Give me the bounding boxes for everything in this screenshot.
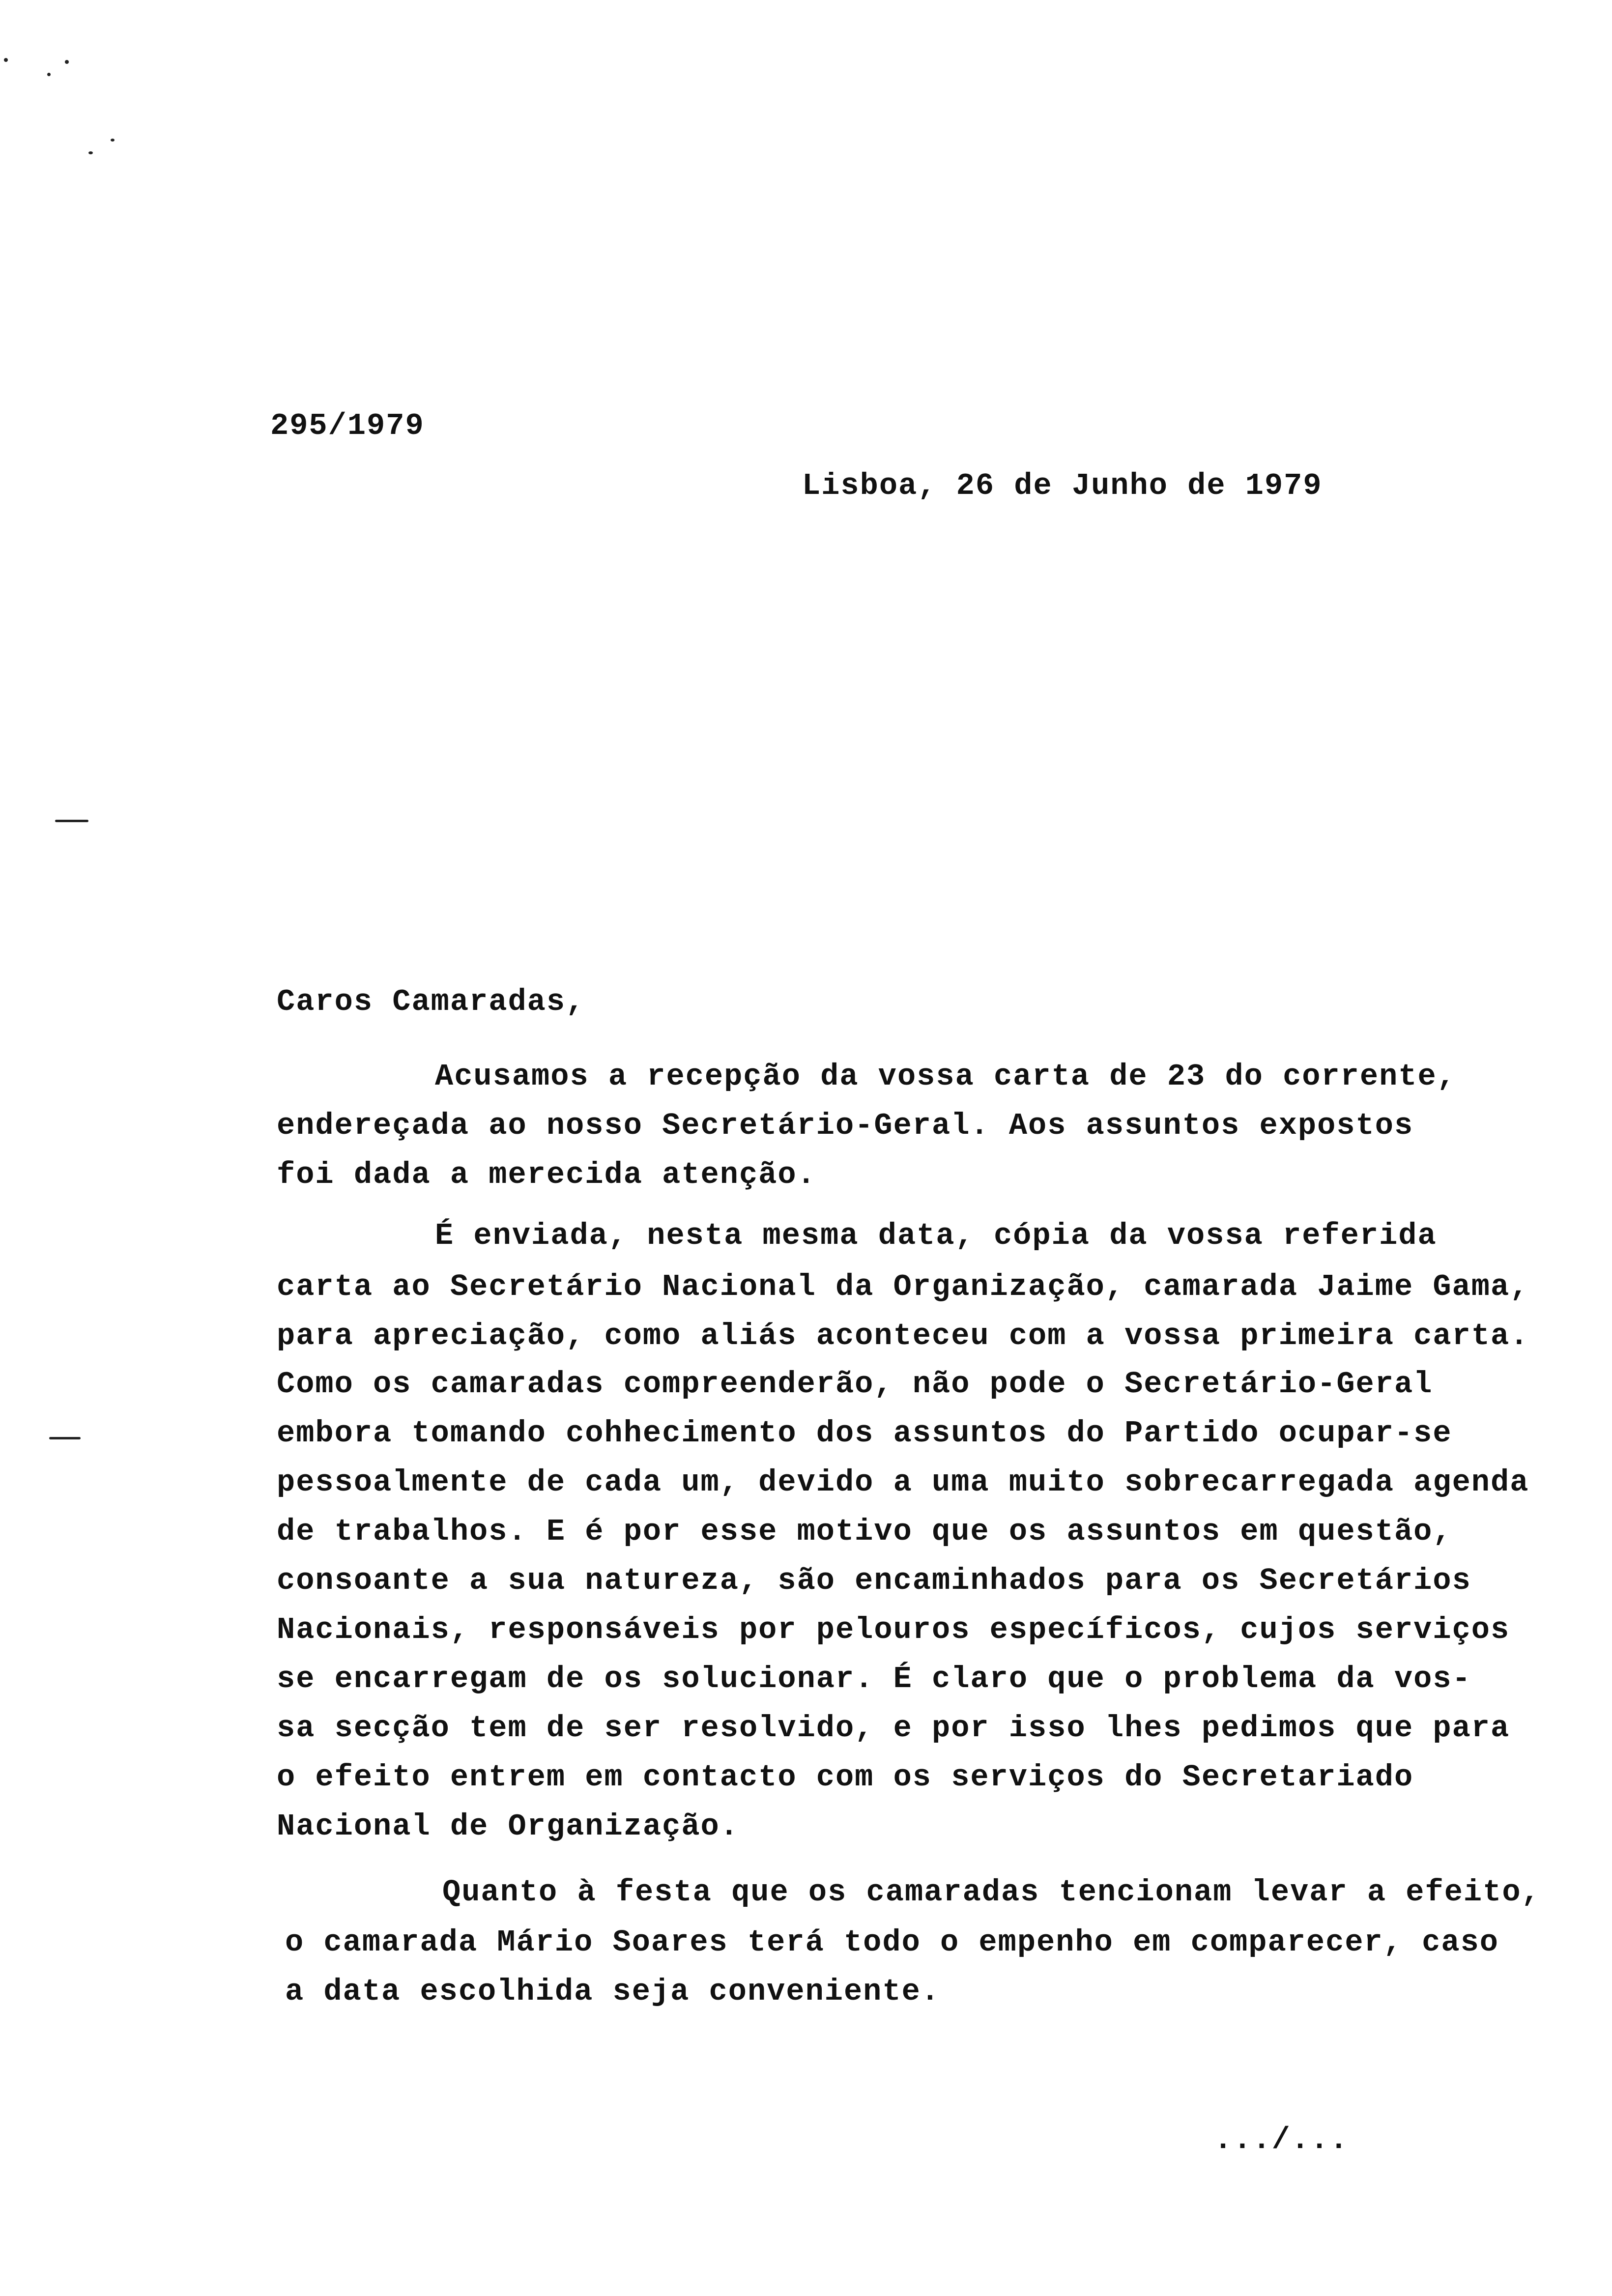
paragraph3-line: o camarada Mário Soares terá todo o empenho em comparecer, caso: [285, 1925, 1499, 1960]
salutation: Caros Camaradas,: [277, 984, 585, 1019]
paragraph2-line: consoante a sua natureza, são encaminhados para os Secretários: [277, 1563, 1471, 1598]
scan-speck: [47, 73, 51, 76]
paragraph2-line: se encarregam de os solucionar. É claro que o problema da vos-: [277, 1662, 1471, 1696]
paragraph2-line: o efeito entrem em contacto com os serviços do Secretariado: [277, 1760, 1414, 1795]
paragraph3-line: Quanto à festa que os camaradas tencionam levar a efeito,: [442, 1875, 1541, 1910]
paragraph1-line: Acusamos a recepção da vossa carta de 23 do corrente,: [435, 1059, 1456, 1094]
paragraph3-line: a data escolhida seja conveniente.: [285, 1974, 941, 2009]
reference-number: 295/1979: [270, 408, 425, 443]
continuation-mark: .../...: [1214, 2123, 1349, 2157]
paragraph2-line: sa secção tem de ser resolvido, e por isso lhes pedimos que para: [277, 1711, 1510, 1746]
margin-mark: [55, 820, 88, 822]
date-line: Lisboa, 26 de Junho de 1979: [802, 468, 1323, 503]
paragraph1-line: foi dada a merecida atenção.: [277, 1157, 816, 1192]
paragraph2-line: embora tomando cohhecimento dos assuntos do Partido ocupar-se: [277, 1416, 1452, 1451]
paragraph2-line: Como os camaradas compreenderão, não pode o Secretário-Geral: [277, 1367, 1433, 1402]
paragraph2-line: Nacionais, responsáveis por pelouros específicos, cujos serviços: [277, 1612, 1510, 1647]
scan-speck: [4, 58, 8, 62]
paragraph1-line: endereçada ao nosso Secretário-Geral. Aos assuntos expostos: [277, 1108, 1414, 1143]
paragraph2-line: É enviada, nesta mesma data, cópia da vossa referida: [435, 1218, 1437, 1253]
paragraph2-line: pessoalmente de cada um, devido a uma muito sobrecarregada agenda: [277, 1465, 1529, 1500]
paragraph2-line: Nacional de Organização.: [277, 1809, 739, 1844]
margin-mark: [49, 1437, 81, 1439]
paragraph2-line: carta ao Secretário Nacional da Organização, camarada Jaime Gama,: [277, 1269, 1529, 1304]
paragraph2-line: de trabalhos. E é por esse motivo que os assuntos em questão,: [277, 1514, 1452, 1549]
scan-speck: [65, 60, 69, 64]
scan-speck: [88, 151, 93, 154]
scan-speck: [111, 139, 115, 142]
paragraph2-line: para apreciação, como aliás aconteceu com a vossa primeira carta.: [277, 1319, 1529, 1353]
